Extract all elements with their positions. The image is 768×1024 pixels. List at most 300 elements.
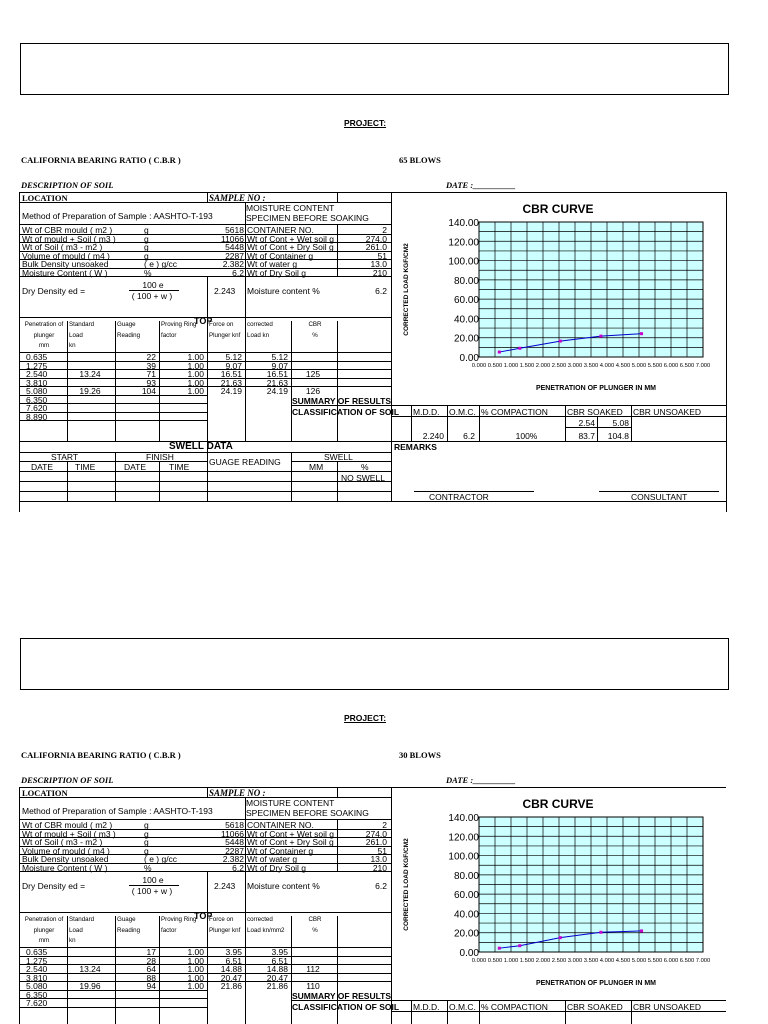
- summary-header-2: % COMPACTION: [481, 1001, 548, 1012]
- pen-cell-3: 1.00: [187, 352, 204, 362]
- rule-line: [19, 491, 391, 492]
- row-unit: g: [144, 845, 149, 856]
- x-axis-label: PENETRATION OF PLUNGER IN MM: [535, 980, 657, 987]
- x-tick-label: 1.000: [503, 363, 519, 369]
- moisture-value: 210: [372, 862, 387, 873]
- row-unit: g: [144, 837, 149, 847]
- rule-line: [19, 1007, 207, 1008]
- moisture-label: CONTAINER NO.: [247, 820, 314, 830]
- rule-line: [337, 321, 338, 441]
- rule-line: [337, 225, 338, 276]
- pen-cell-4: 14.88: [220, 964, 242, 974]
- summary-header-3: CBR SOAKED: [567, 406, 623, 417]
- pen-cell-4: 6.51: [225, 955, 242, 966]
- pen-cell-4: 20.47: [220, 972, 242, 983]
- blows-label: 30 BLOWS: [399, 750, 441, 760]
- project-label: PROJECT:: [344, 713, 387, 723]
- summary-header-1: O.M.C.: [449, 1001, 476, 1012]
- rule-line: [391, 1011, 726, 1012]
- pen-header-4: Plunger knf: [209, 926, 241, 934]
- dry-density-numerator: 100 e: [142, 875, 164, 885]
- rule-line: [631, 405, 632, 441]
- pen-cell-3: 1.00: [187, 369, 204, 379]
- row-value: 6.2: [232, 267, 244, 278]
- specimen-header: SPECIMEN BEFORE SOAKING: [246, 213, 369, 223]
- pen-cell-5: 5.12: [271, 352, 288, 362]
- row-unit: g: [144, 225, 149, 235]
- rule-line: [447, 405, 448, 441]
- cbr-data-point: [599, 335, 602, 338]
- rule-line: [391, 405, 726, 406]
- summary-label: SUMMARY OF RESULTS: [292, 395, 392, 406]
- cbr-data-point: [518, 944, 521, 947]
- rule-line: [19, 501, 726, 502]
- row-label: Wt of Soil ( m3 - m2 ): [22, 242, 103, 252]
- pen-header-3: factor: [161, 926, 177, 934]
- cbr-curve-chart: [392, 193, 726, 393]
- dry-density-denominator: ( 100 + w ): [131, 291, 173, 301]
- pen-cell-4: 24.19: [220, 386, 242, 396]
- moisture-label: Wt of Dry Soil g: [247, 862, 307, 873]
- row-label: Wt of CBR mould ( m2 ): [22, 225, 113, 235]
- pen-header-6: CBR: [308, 321, 322, 328]
- row-unit: g: [144, 233, 149, 244]
- x-tick-label: 6.000: [663, 363, 679, 369]
- rule-line: [67, 461, 68, 501]
- x-tick-label: 7.000: [695, 958, 711, 964]
- row-value: 5618: [225, 820, 244, 830]
- pen-cell-0: 0.635: [26, 352, 48, 362]
- row-value: 6.2: [232, 862, 244, 873]
- x-tick-label: 3.500: [583, 958, 599, 964]
- description-label: DESCRIPTION OF SOIL: [21, 775, 114, 785]
- rule-line: [447, 1000, 448, 1024]
- rule-line: [19, 973, 391, 974]
- swell-subheader-5: %: [361, 461, 369, 472]
- swell-title: SWELL DATA: [169, 440, 233, 452]
- y-tick-label: 20.00: [453, 928, 479, 940]
- pen-cell-6: 125: [305, 369, 321, 379]
- rule-line: [207, 787, 208, 797]
- x-tick-label: 5.000: [631, 363, 647, 369]
- moisture-content-value: 6.2: [375, 286, 387, 296]
- x-tick-label: 1.000: [503, 958, 519, 964]
- x-tick-label: 4.000: [599, 958, 615, 964]
- row-value: 2287: [225, 250, 244, 261]
- moisture-header: MOISTURE CONTENT: [246, 798, 335, 808]
- pen-cell-5: 24.19: [266, 386, 288, 396]
- pen-cell-0: 6.350: [26, 989, 48, 1000]
- row-label: Wt of mould + Soil ( m3 ): [22, 828, 116, 839]
- pen-header-0: plunger: [33, 331, 55, 339]
- swell-finish-header: FINISH: [146, 451, 174, 462]
- pen-cell-0: 5.080: [26, 386, 48, 396]
- pen-cell-5: 21.63: [266, 377, 288, 388]
- pen-header-2: Guage: [117, 916, 136, 923]
- rule-line: [291, 1000, 391, 1001]
- y-axis-label: CORRECTED LOAD KGF/CM2: [403, 243, 410, 336]
- swell-subheader-1: TIME: [75, 461, 96, 472]
- pen-cell-3: 1.00: [187, 972, 204, 983]
- pen-cell-3: 1.00: [187, 377, 204, 388]
- dry-density-value: 2.243: [214, 286, 236, 296]
- pen-header-3: factor: [161, 331, 177, 339]
- summary-header-0: M.D.D.: [413, 406, 440, 417]
- moisture-label: Wt of water g: [247, 854, 298, 864]
- pen-header-2: Reading: [117, 926, 141, 934]
- pen-header-3: Proving Ring: [161, 916, 197, 923]
- test-title: CALIFORNIA BEARING RATIO ( C.B.R ): [21, 155, 181, 165]
- pen-cell-2: 64: [146, 964, 156, 974]
- cbr-sheet-65-blows: [19, 0, 726, 520]
- rule-line: [19, 441, 726, 442]
- pen-cell-3: 1.00: [187, 386, 204, 396]
- rule-line: [19, 202, 391, 203]
- pen-cell-2: 28: [146, 955, 156, 966]
- dry-density-value: 2.243: [214, 881, 236, 891]
- row-unit: g: [144, 820, 149, 830]
- pen-cell-3: 1.00: [187, 947, 204, 957]
- pen-cell-2: 104: [141, 386, 156, 396]
- moisture-value: 210: [372, 267, 387, 278]
- summary-value-0: 2.240: [422, 430, 444, 441]
- pen-cell-3: 1.00: [187, 360, 204, 371]
- dry-density-denominator: ( 100 + w ): [131, 886, 173, 896]
- specimen-header: SPECIMEN BEFORE SOAKING: [246, 808, 369, 818]
- pen-header-6: CBR: [308, 916, 322, 923]
- rule-line: [391, 416, 726, 417]
- moisture-value: 13.0: [370, 259, 387, 269]
- moisture-label: Wt of Cont + Wet soil g: [247, 828, 335, 839]
- sample-label: SAMPLE NO :: [209, 193, 266, 203]
- x-tick-label: 5.500: [647, 958, 663, 964]
- pen-cell-0: 3.810: [26, 972, 48, 983]
- rule-line: [115, 452, 116, 501]
- row-unit: g: [144, 250, 149, 261]
- summary-value-4: 104.8: [607, 430, 629, 441]
- blows-label: 65 BLOWS: [399, 155, 441, 165]
- moisture-value: 261.0: [365, 242, 387, 252]
- swell-start-header: START: [51, 451, 79, 462]
- pen-cell-0: 7.620: [26, 998, 48, 1008]
- summary-pen-5-08: 5.08: [612, 417, 629, 428]
- x-tick-label: 4.500: [615, 363, 631, 369]
- row-label: Bulk Density unsoaked: [22, 854, 109, 864]
- y-tick-label: 40.00: [453, 314, 479, 326]
- rule-line: [337, 820, 338, 871]
- method-label: Method of Preparation of Sample : AASHTO-T-193: [22, 806, 213, 816]
- row-value: 5618: [225, 225, 244, 235]
- rule-line: [207, 192, 208, 202]
- pen-header-1: kn: [69, 937, 76, 944]
- summary-header-2: % COMPACTION: [481, 406, 548, 417]
- summary-value-1: 6.2: [463, 430, 475, 441]
- rule-line: [291, 452, 292, 501]
- pen-cell-5: 6.51: [271, 955, 288, 966]
- method-label: Method of Preparation of Sample : AASHTO-T-193: [22, 211, 213, 221]
- summary-value-3: 83.7: [578, 430, 595, 441]
- pen-header-4: Force on: [209, 916, 234, 923]
- pen-header-4: Plunger knf: [209, 331, 241, 339]
- rule-line: [291, 321, 292, 441]
- x-tick-label: 2.500: [551, 363, 567, 369]
- rule-line: [19, 956, 391, 957]
- row-value: 2287: [225, 845, 244, 856]
- moisture-value: 274.0: [365, 233, 387, 244]
- row-label: Wt of mould + Soil ( m3 ): [22, 233, 116, 244]
- x-tick-label: 0.500: [487, 363, 503, 369]
- row-label: Wt of Soil ( m3 - m2 ): [22, 837, 103, 847]
- y-tick-label: 140.00: [448, 218, 479, 229]
- row-unit: ( e ) g/cc: [144, 259, 178, 269]
- pen-cell-0: 5.080: [26, 981, 48, 991]
- moisture-value: 274.0: [365, 828, 387, 839]
- x-tick-label: 5.000: [631, 958, 647, 964]
- classification-label: CLASSIFICATION OF SOIL: [292, 1001, 400, 1012]
- pen-cell-0: 1.275: [26, 360, 48, 371]
- cbr-curve-chart: [392, 788, 726, 988]
- y-tick-label: 120.00: [448, 832, 479, 844]
- pen-cell-1: 19.26: [79, 386, 101, 396]
- rule-line: [411, 1000, 412, 1024]
- location-label: LOCATION: [22, 193, 68, 203]
- row-value: 2.382: [222, 259, 244, 269]
- rule-line: [565, 1000, 566, 1024]
- remarks-label: REMARKS: [394, 441, 437, 452]
- rule-line: [207, 871, 208, 912]
- pen-cell-0: 3.810: [26, 377, 48, 388]
- swell-subheader-0: DATE: [31, 461, 54, 472]
- moisture-value: 51: [377, 250, 387, 261]
- top-label: TOP: [194, 911, 213, 921]
- rule-line: [565, 427, 631, 428]
- no-swell-label: NO SWELL: [341, 472, 385, 483]
- x-tick-label: 4.000: [599, 363, 615, 369]
- row-label: Wt of CBR mould ( m2 ): [22, 820, 113, 830]
- rule-line: [19, 797, 391, 798]
- cbr-data-point: [518, 347, 521, 350]
- rule-line: [631, 1000, 632, 1024]
- pen-header-5: Load kn/mm2: [247, 926, 285, 934]
- pen-cell-4: 3.95: [225, 947, 242, 957]
- rule-line: [19, 361, 391, 362]
- rule-line: [19, 471, 391, 472]
- row-value: 2.382: [222, 854, 244, 864]
- contractor-label: CONTRACTOR: [429, 491, 489, 502]
- date-label: DATE :__________: [446, 775, 516, 785]
- pen-cell-4: 9.07: [225, 360, 242, 371]
- moisture-label: CONTAINER NO.: [247, 225, 314, 235]
- row-value: 5448: [225, 242, 244, 252]
- pen-cell-5: 14.88: [266, 964, 288, 974]
- cbr-data-point: [640, 929, 643, 932]
- pen-cell-5: 20.47: [266, 972, 288, 983]
- pen-cell-2: 93: [146, 377, 156, 388]
- date-label: DATE :__________: [446, 180, 516, 190]
- pen-cell-6: 110: [306, 981, 320, 991]
- pen-cell-2: 88: [146, 972, 156, 983]
- rule-line: [207, 276, 208, 317]
- pen-cell-5: 3.95: [271, 947, 288, 957]
- cbr-data-point: [498, 947, 501, 950]
- pen-header-6: %: [312, 331, 318, 339]
- pen-header-4: Force on: [209, 321, 234, 328]
- pen-header-2: Guage: [117, 321, 136, 328]
- row-value: 11066: [220, 233, 244, 244]
- pen-header-5: corrected: [247, 916, 273, 923]
- moisture-value: 13.0: [370, 854, 387, 864]
- row-unit: g: [144, 828, 149, 839]
- row-label: Moisture Content ( W ): [22, 267, 108, 278]
- rule-line: [207, 452, 208, 501]
- x-tick-label: 2.500: [551, 958, 567, 964]
- pen-header-0: mm: [38, 342, 50, 349]
- y-tick-label: 80.00: [453, 275, 479, 287]
- y-tick-label: 100.00: [448, 256, 479, 268]
- pen-cell-6: 126: [305, 386, 321, 396]
- x-tick-label: 0.000: [471, 363, 487, 369]
- pen-cell-0: 0.635: [26, 947, 48, 957]
- moisture-label: Wt of Cont + Wet soil g: [247, 233, 335, 244]
- row-unit: %: [144, 862, 152, 873]
- cbr-data-point: [599, 931, 602, 934]
- row-label: Bulk Density unsoaked: [22, 259, 109, 269]
- rule-line: [565, 405, 566, 441]
- pen-cell-1: 19.96: [79, 981, 101, 991]
- summary-header-4: CBR UNSOAKED: [633, 406, 702, 417]
- pen-cell-0: 2.540: [26, 369, 48, 379]
- pen-header-2: Reading: [117, 331, 141, 339]
- y-axis-label: CORRECTED LOAD KGF/CM2: [403, 838, 410, 931]
- pen-cell-5: 21.86: [266, 981, 288, 991]
- row-label: Moisture Content ( W ): [22, 862, 108, 873]
- moisture-header: MOISTURE CONTENT: [246, 203, 335, 213]
- pen-header-1: Load: [69, 331, 83, 339]
- pen-cell-6: 112: [306, 964, 320, 974]
- cbr-data-point: [559, 340, 562, 343]
- pen-cell-4: 21.86: [220, 981, 242, 991]
- moisture-label: Wt of Dry Soil g: [247, 267, 307, 278]
- y-tick-label: 20.00: [453, 333, 479, 345]
- x-tick-label: 0.000: [471, 958, 487, 964]
- moisture-label: Wt of Container g: [247, 845, 314, 856]
- x-tick-label: 6.500: [679, 958, 695, 964]
- x-tick-label: 5.500: [647, 363, 663, 369]
- rule-line: [291, 461, 391, 462]
- pen-cell-4: 21.63: [220, 377, 242, 388]
- rule-line: [479, 405, 480, 441]
- moisture-label: Wt of water g: [247, 259, 298, 269]
- cbr-sheet-30-blows: [19, 595, 726, 1024]
- x-tick-label: 3.500: [583, 363, 599, 369]
- row-unit: g: [144, 242, 149, 252]
- pen-header-5: Load kn: [247, 331, 270, 339]
- summary-header-1: O.M.C.: [449, 406, 476, 417]
- row-label: Volume of mould ( m4 ): [22, 845, 110, 856]
- x-tick-label: 6.000: [663, 958, 679, 964]
- y-tick-label: 80.00: [453, 870, 479, 882]
- pen-cell-2: 22: [146, 352, 156, 362]
- rule-line: [391, 1000, 726, 1001]
- top-label: TOP: [194, 316, 213, 326]
- pen-header-3: Proving Ring: [161, 321, 197, 328]
- row-label: Volume of mould ( m4 ): [22, 250, 110, 261]
- summary-pen-2-54: 2.54: [578, 417, 595, 428]
- pen-cell-4: 16.51: [220, 369, 242, 379]
- summary-value-2: 100%: [515, 430, 538, 441]
- pen-cell-3: 1.00: [187, 981, 204, 991]
- test-title: CALIFORNIA BEARING RATIO ( C.B.R ): [21, 750, 181, 760]
- swell-subheader-3: TIME: [169, 461, 190, 472]
- rule-line: [19, 420, 207, 421]
- pen-cell-0: 1.275: [26, 955, 48, 966]
- pen-cell-4: 5.12: [225, 352, 242, 362]
- moisture-label: Wt of Container g: [247, 250, 314, 261]
- dry-density-label: Dry Density ed =: [22, 881, 86, 891]
- pen-cell-0: 7.620: [26, 403, 48, 413]
- pen-header-1: Load: [69, 926, 83, 934]
- pen-cell-0: 8.890: [26, 411, 48, 422]
- y-tick-label: 0.00: [459, 353, 479, 364]
- pen-header-1: Standard: [69, 321, 95, 328]
- rule-line: [19, 378, 391, 379]
- pen-cell-0: 6.350: [26, 394, 48, 405]
- rule-line: [291, 405, 391, 406]
- summary-header-0: M.D.D.: [413, 1001, 440, 1012]
- swell-header: SWELL: [324, 451, 353, 462]
- consultant-label: CONSULTANT: [631, 491, 688, 502]
- x-tick-label: 7.000: [695, 363, 711, 369]
- rule-line: [337, 192, 338, 202]
- x-tick-label: 1.500: [519, 363, 535, 369]
- rule-line: [19, 947, 391, 948]
- moisture-content-value: 6.2: [375, 881, 387, 891]
- summary-header-4: CBR UNSOAKED: [633, 1001, 702, 1012]
- moisture-value: 261.0: [365, 837, 387, 847]
- summary-header-3: CBR SOAKED: [567, 1001, 623, 1012]
- x-tick-label: 4.500: [615, 958, 631, 964]
- y-tick-label: 60.00: [453, 890, 479, 902]
- pen-cell-5: 9.07: [271, 360, 288, 371]
- pen-header-6: %: [312, 926, 318, 934]
- rule-line: [411, 405, 412, 441]
- moisture-value: 51: [377, 845, 387, 856]
- rule-line: [19, 481, 391, 482]
- rule-line: [19, 871, 391, 872]
- cbr-data-point: [498, 351, 501, 354]
- pen-cell-5: 16.51: [266, 369, 288, 379]
- swell-subheader-2: DATE: [124, 461, 147, 472]
- x-tick-label: 2.000: [535, 958, 551, 964]
- description-label: DESCRIPTION OF SOIL: [21, 180, 114, 190]
- x-tick-label: 2.000: [535, 363, 551, 369]
- rule-line: [159, 461, 160, 501]
- pen-cell-2: 94: [146, 981, 156, 991]
- y-tick-label: 40.00: [453, 909, 479, 921]
- moisture-content-label: Moisture content %: [247, 286, 320, 296]
- dry-density-numerator: 100 e: [142, 280, 164, 290]
- x-axis-label: PENETRATION OF PLUNGER IN MM: [535, 385, 657, 392]
- rule-line: [337, 461, 338, 501]
- rule-line: [19, 352, 391, 353]
- swell-gauge-header: GUAGE READING: [209, 456, 281, 467]
- y-tick-label: 100.00: [448, 851, 479, 863]
- moisture-value: 2: [382, 225, 387, 235]
- dry-density-label: Dry Density ed =: [22, 286, 86, 296]
- pen-header-5: corrected: [247, 321, 273, 328]
- summary-label: SUMMARY OF RESULTS: [292, 990, 392, 1001]
- rule-line: [391, 441, 392, 501]
